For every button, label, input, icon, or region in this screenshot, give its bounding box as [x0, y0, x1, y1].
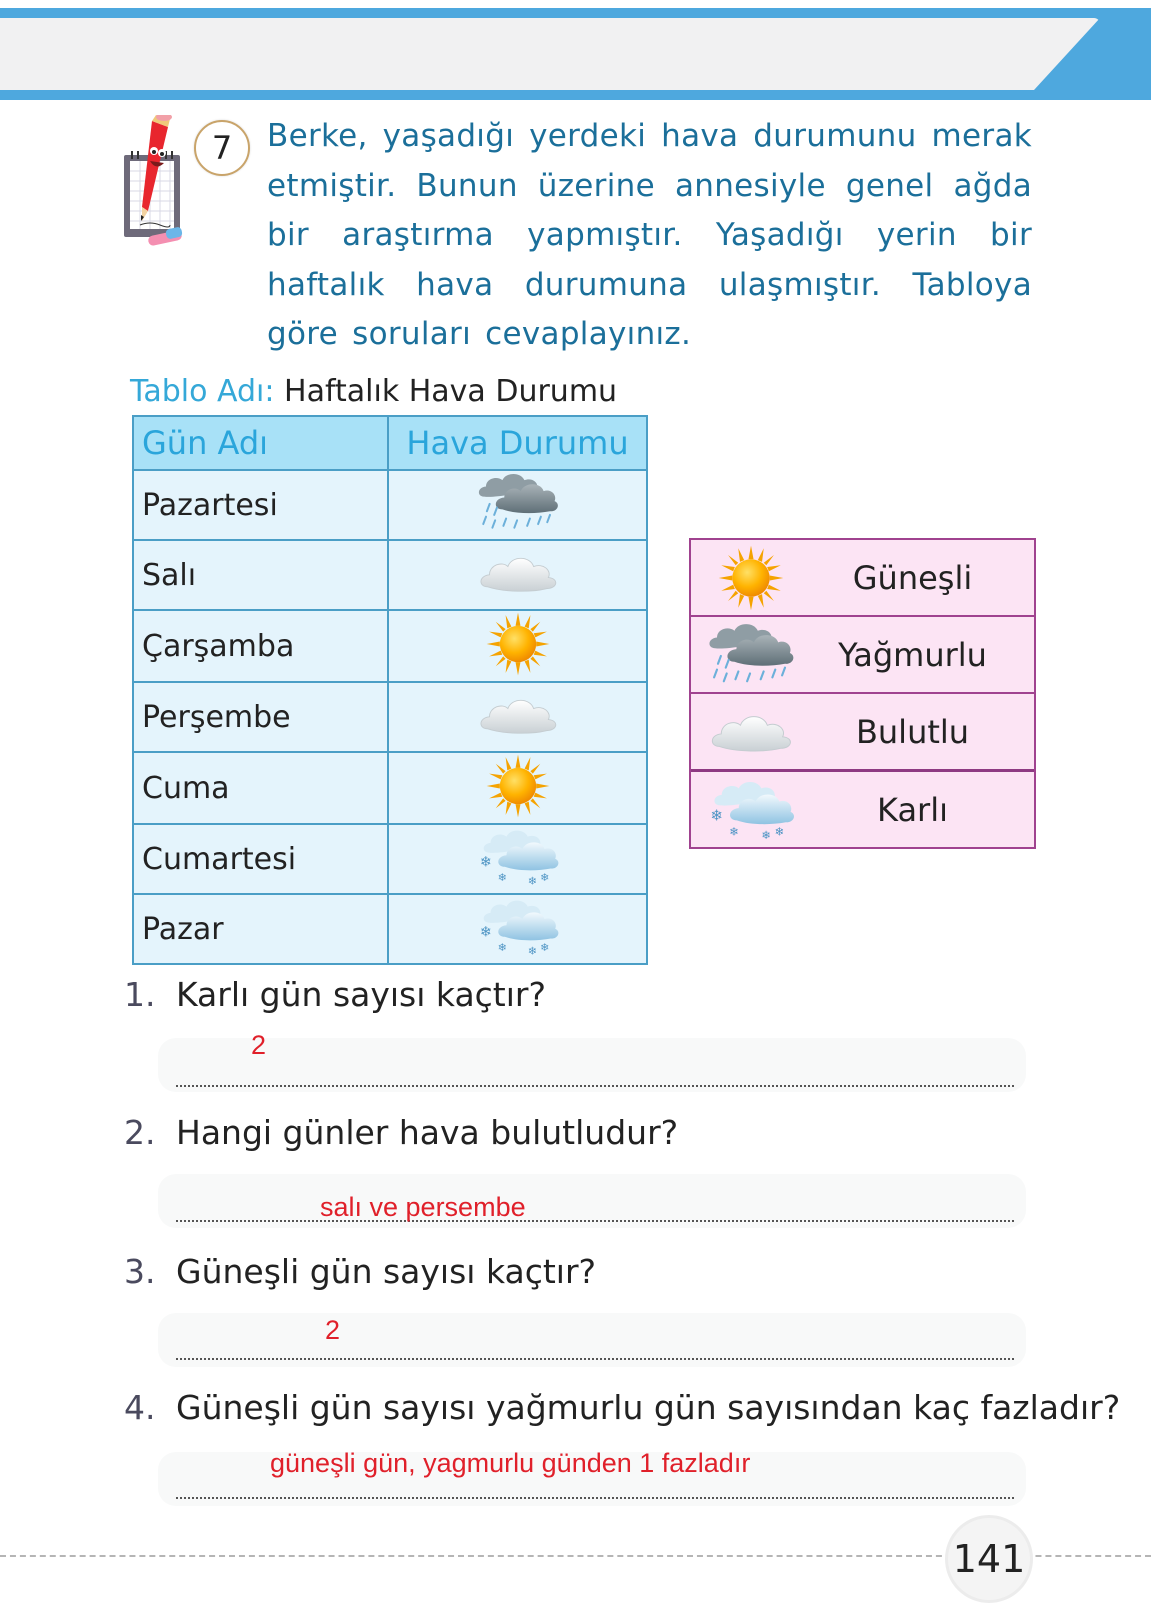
snow-cloud-icon	[476, 826, 560, 888]
rain-cloud-icon	[707, 621, 795, 689]
question-text: Karlı gün sayısı kaçtır?	[176, 975, 546, 1014]
legend-item-cloudy	[691, 694, 1034, 772]
page-number: 141	[945, 1515, 1033, 1603]
sun-icon	[485, 753, 551, 819]
answer-text-2: salı ve persembe	[320, 1192, 526, 1222]
column-header-day: Gün Adı	[133, 416, 388, 470]
question-1	[124, 975, 546, 1014]
weather-legend	[689, 538, 1036, 849]
day-cell: Çarşamba	[133, 610, 388, 682]
table-title-label: Tablo Adı:	[130, 374, 275, 409]
sun-icon	[485, 611, 551, 677]
day-cell: Salı	[133, 540, 388, 610]
question-text: Hangi günler hava bulutludur?	[176, 1113, 679, 1152]
day-cell: Cuma	[133, 752, 388, 824]
question-2	[124, 1113, 678, 1152]
question-3	[124, 1252, 596, 1291]
legend-label: Yağmurlu	[838, 635, 987, 674]
table-row	[133, 894, 647, 964]
header-banner-panel	[0, 18, 1100, 90]
pencil-notebook-mascot-icon	[122, 115, 188, 250]
legend-item-sunny	[691, 540, 1034, 617]
table-title-value: Haftalık Hava Durumu	[274, 374, 618, 409]
question-text: Güneşli gün sayısı kaçtır?	[176, 1252, 597, 1291]
rain-cloud-icon	[476, 471, 560, 535]
question-number: 3.	[124, 1252, 156, 1291]
sun-icon	[717, 544, 785, 612]
answer-text-3: 2	[325, 1315, 341, 1345]
day-cell: Cumartesi	[133, 824, 388, 894]
table-row	[133, 470, 647, 540]
table-row	[133, 682, 647, 752]
day-cell: Pazartesi	[133, 470, 388, 540]
question-4	[124, 1388, 1120, 1427]
answer-dotted-line	[176, 1085, 1014, 1087]
weekly-weather-table	[132, 415, 648, 965]
legend-item-rainy	[691, 617, 1034, 694]
legend-item-snowy	[691, 772, 1034, 847]
column-header-weather: Hava Durumu	[388, 416, 647, 470]
answer-field-1[interactable]	[158, 1038, 1026, 1092]
table-row	[133, 540, 647, 610]
answer-text-1: 2	[251, 1030, 267, 1060]
day-cell: Perşembe	[133, 682, 388, 752]
question-number: 1.	[124, 975, 156, 1014]
question-number: 4.	[124, 1388, 156, 1427]
cloud-icon	[707, 708, 795, 756]
legend-label: Bulutlu	[855, 712, 970, 751]
cloud-icon	[476, 550, 560, 596]
day-cell: Pazar	[133, 894, 388, 964]
table-header-row	[133, 416, 647, 470]
question-number: 2.	[124, 1113, 156, 1152]
question-number-badge: 7	[194, 120, 250, 176]
question-intro-text: Berke, yaşadığı yerdeki hava durumunu merak etmiştir. Bunun üzerine annesiyle genel ağda bir araştırma yapmıştır. Yaşadığı yerin bir haftalık hava durumuna ulaşmıştır. Tabloya göre soruları cevaplayınız.	[267, 118, 1032, 352]
legend-label: Karlı	[877, 790, 948, 829]
table-row	[133, 752, 647, 824]
cloud-icon	[476, 692, 560, 738]
snow-cloud-icon	[476, 896, 560, 958]
legend-label: Güneşli	[852, 558, 973, 597]
table-row	[133, 610, 647, 682]
answer-text-4: güneşli gün, yagmurlu günden 1 fazladır	[270, 1448, 751, 1478]
table-title	[130, 374, 617, 409]
table-row	[133, 824, 647, 894]
question-text: Güneşli gün sayısı yağmurlu gün sayısından kaç fazladır?	[176, 1388, 1121, 1427]
answer-dotted-line	[176, 1497, 1014, 1499]
snow-cloud-icon	[707, 777, 795, 843]
answer-dotted-line	[176, 1220, 1014, 1222]
answer-dotted-line	[176, 1358, 1014, 1360]
